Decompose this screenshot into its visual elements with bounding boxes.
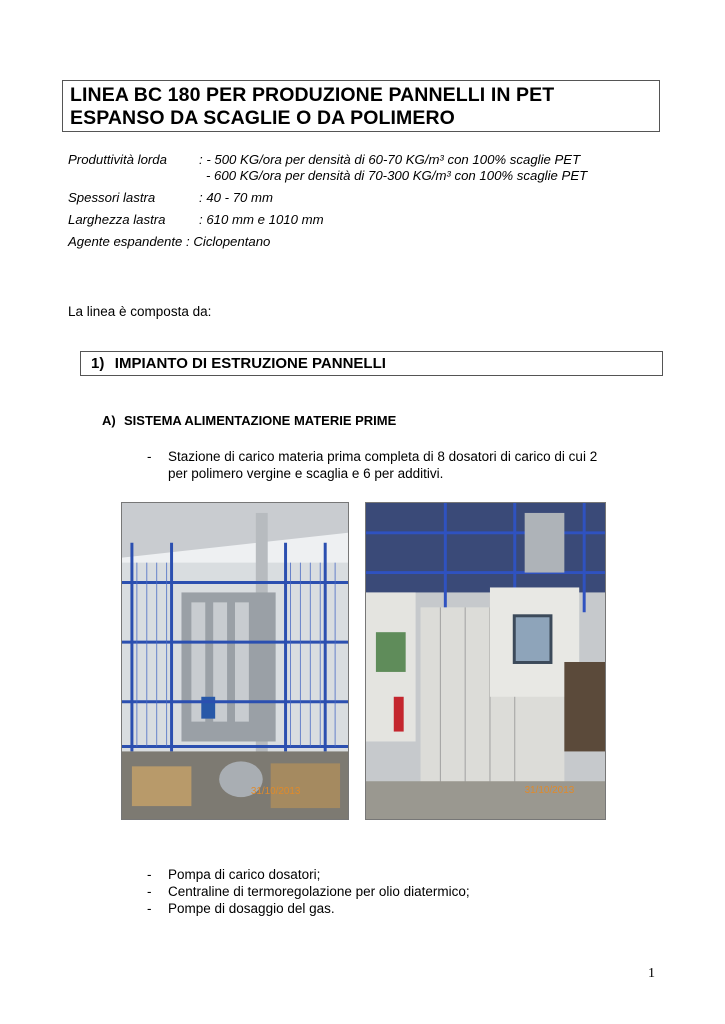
bullet-marker-3: - xyxy=(147,884,152,899)
subsection-a-title: SISTEMA ALIMENTAZIONE MATERIE PRIME xyxy=(124,413,397,428)
intro-text: La linea è composta da: xyxy=(68,304,212,319)
productivity-value-2: - 600 KG/ora per densità di 70-300 KG/m³ con 100% scaglie PET xyxy=(206,168,588,183)
width-value: : 610 mm e 1010 mm xyxy=(199,212,324,227)
section-1-number: 1) xyxy=(91,355,105,372)
title-line-1: LINEA BC 180 PER PRODUZIONE PANNELLI IN PET xyxy=(70,84,555,106)
width-label: Larghezza lastra xyxy=(68,212,166,227)
bullet-pump: Pompa di carico dosatori; xyxy=(168,867,321,882)
expanding-agent: Agente espandente : Ciclopentano xyxy=(68,234,271,249)
bullet-marker-2: - xyxy=(147,867,152,882)
photo-control-cabinet-image xyxy=(366,503,605,819)
bullet-marker-4: - xyxy=(147,901,152,916)
productivity-label: Produttività lorda xyxy=(68,152,167,167)
bullet-1-line-1: Stazione di carico materia prima completa di 8 dosatori di carico di cui 2 xyxy=(168,449,598,464)
page-number: 1 xyxy=(648,966,655,981)
photo-control-cabinet xyxy=(365,502,606,820)
photo-loading-station-image xyxy=(122,503,348,819)
bullet-1-line-2: per polimero vergine e scaglia e 6 per additivi. xyxy=(168,466,444,481)
thickness-value: : 40 - 70 mm xyxy=(199,190,274,205)
section-1-box xyxy=(80,351,663,376)
title-box xyxy=(62,80,660,132)
thickness-label: Spessori lastra xyxy=(68,190,156,205)
bullet-gas-pumps: Pompe di dosaggio del gas. xyxy=(168,901,335,916)
photo-right-date: 31/10/2013 xyxy=(524,785,575,797)
section-1-title: IMPIANTO DI ESTRUZIONE PANNELLI xyxy=(114,355,386,372)
bullet-thermoregulation: Centraline di termoregolazione per olio diatermico; xyxy=(168,884,470,899)
title-line-2: ESPANSO DA SCAGLIE O DA POLIMERO xyxy=(70,107,455,129)
productivity-value-1: : - 500 KG/ora per densità di 60-70 KG/m³ con 100% scaglie PET xyxy=(199,152,581,167)
photo-left-date: 31/10/2013 xyxy=(250,786,301,798)
photo-loading-station xyxy=(121,502,349,820)
subsection-a-letter: A) xyxy=(102,413,116,428)
bullet-marker-1: - xyxy=(147,449,152,464)
